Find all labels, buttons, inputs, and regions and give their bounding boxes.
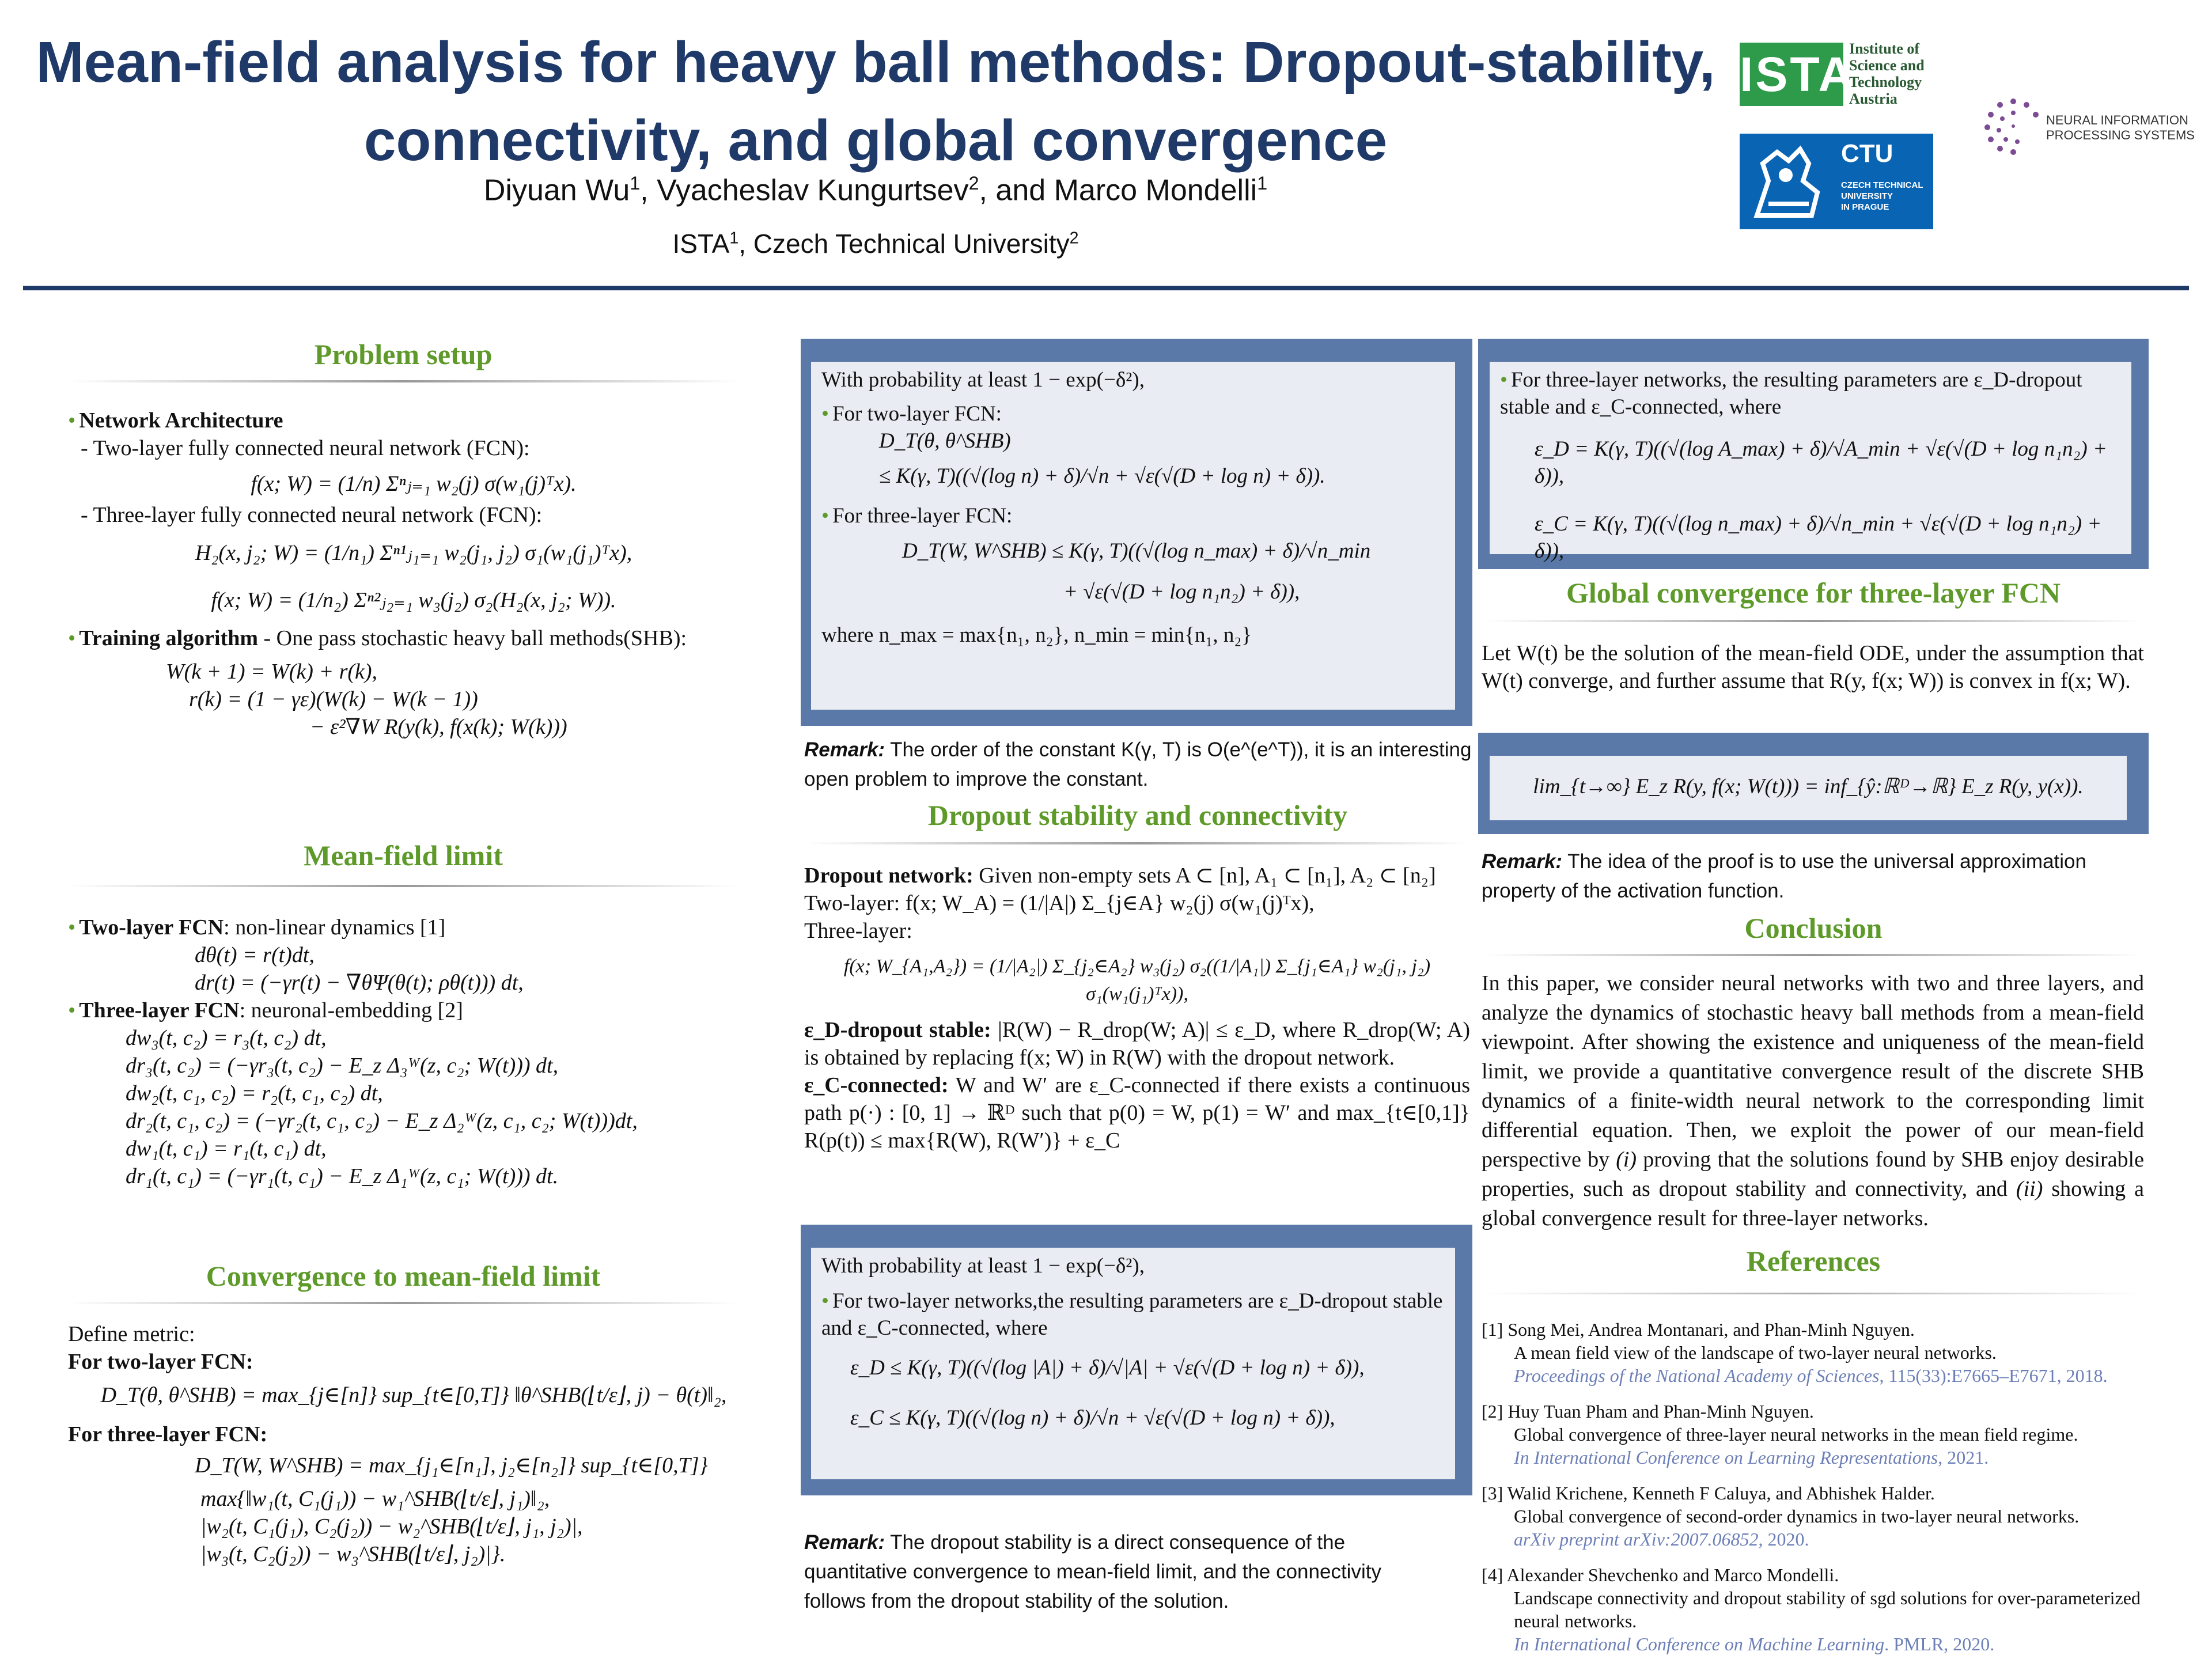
problem-setup-body: • Network Architecture - Two-layer fully connected neural network (FCN): f(x; W) = (1/n) Σⁿⱼ₌₁ w₂(j) σ(w₁(j)ᵀx). - Three-layer fully connected neural network (FCN): H₂(x, j₂; W) = (1/n₁) Σⁿ¹ⱼ₁₌₁ w₂(j₁, j₂) σ₁(w₁(j₁)ᵀx), f(x; W) = (1/n₂) Σⁿ²ⱼ₂₌₁ w₃(j₂) σ₂(H₂(x, j₂; W)). • Training algorithm - One pass stochastic heavy ball methods(SHB): W(k + 1) = W(k) + r(k), r(k) = (1 − γε)(W(k) − W(k − 1)) − ε²∇W R(y(k), f(x(k); W(k))) [68,407,759,741]
poster-title [23,23,1728,180]
section-rule [806,842,1469,844]
ista-logo: ISTA Institute of Science and Technology Austria [1740,40,1925,107]
result-box-convergence: With probability at least 1 − exp(−δ²), • For two-layer FCN: D_T(θ, θ^SHB) ≤ K(γ, T)((√(log n) + δ)/√n + √ε(√(D + log n) + δ)). • For three-layer FCN: D_T(W, W^SHB) ≤ K(γ, T)((√(log n_max) + δ)/√n_min + √ε(√(D + log n₁n₂) + δ)), where n_max = max{n₁, n₂}, n_min = min{n₁, n₂} [801,339,1472,726]
section-title-global-convergence: Global convergence for three-layer FCN [1566,577,2061,609]
neurips-logo: NEURAL INFORMATION PROCESSING SYSTEMS [1982,90,2200,165]
section-title-mean-field: Mean-field limit [304,839,503,872]
reference-item: [4] Alexander Shevchenko and Marco Mondelli. Landscape connectivity and dropout stability of sgd solutions for over-parameterized neural networks. In International Conference on Machine Learning. PMLR, 2020. [1482,1565,2141,1654]
section-rule [69,380,737,382]
eq-two-layer: f(x; W) = (1/n) Σⁿⱼ₌₁ w₂(j) σ(w₁(j)ᵀx). [251,472,577,496]
neurips-dots-icon [1982,94,2045,158]
authors: Diyuan Wu$^1$, Vyacheslav Kungurtsev$^2$, and Marco Mondelli$^1$ [483,173,1268,207]
remark-proof: Remark: The idea of the proof is to use the universal approximation property of the activation function. [1482,850,2086,902]
section-title-dropout: Dropout stability and connectivity [927,799,1348,831]
section-rule [69,1302,737,1304]
section-title-references: References [1746,1245,1881,1277]
lion-emblem-icon [1745,141,1832,222]
section-rule [69,885,737,887]
title-line-2: connectivity, and global convergence [363,108,1388,173]
mean-field-body: • Two-layer FCN: non-linear dynamics [1] dθ(t) = r(t)dt, dr(t) = (−γr(t) − ∇θΨ(θ(t); ρθ(t))) dt, • Three-layer FCN: neuronal-embedding [2] dw₃(t, c₂) = r₃(t, c₂) dt, dr₃(t, c₂) = (−γr₃(t, c₂) − E_z Δ₃ᵂ(z, c₂; W(t))) dt, dw₂(t, c₁, c₂) = r₂(t, c₁, c₂) dt, dr₂(t, c₁, c₂) = (−γr₂(t, c₁, c₂) − E_z Δ₂ᵂ(z, c₁, c₂; W(t)))dt, dw₁(t, c₁) = r₁(t, c₁) dt, dr₁(t, c₁) = (−γr₁(t, c₁) − E_z Δ₁ᵂ(z, c₁; W(t))) dt. [68,915,638,1188]
header-rule [23,286,2189,290]
reference-item: [2] Huy Tuan Pham and Phan-Minh Nguyen. Global convergence of three-layer neural networks in the mean field regime. In International Conference on Learning Representations, 2021. [1482,1401,2078,1468]
author-2: Vyacheslav Kungurtsev [657,173,969,207]
ista-logo-mark: ISTA [1740,43,1843,106]
title-line-1: Mean-field analysis for heavy ball methods: Dropout-stability, [36,30,1715,94]
remark-constant: Remark: The order of the constant K(γ, T) is O(e^(e^T)), it is an interesting open problem to improve the constant. [804,738,1472,790]
affiliations: ISTA$^1$, Czech Technical University$^2$ [672,229,1079,259]
author-3: Marco Mondelli [1054,173,1257,207]
convergence-body: Define metric: For two-layer FCN: D_T(θ, θ^SHB) = max_{j∈[n]} sup_{t∈[0,T]} ‖θ^SHB(⌊t/ε⌋, j) − θ(t)‖₂, For three-layer FCN: D_T(W, W^SHB) = max_{j₁∈[n₁], j₂∈[n₂]} sup_{t∈[0,T]} max{‖w₁(t, C₁(j₁)) − w₁^SHB(⌊t/ε⌋, j₁)‖₂, |w₂(t, C₁(j₁), C₂(j₂)) − w₂^SHB(⌊t/ε⌋, j₁, j₂)|, |w₃(t, C₂(j₂)) − w₃^SHB(⌊t/ε⌋, j₂)|}. [68,1320,759,1568]
conclusion-text: In this paper, we consider neural networks with two and three layers, and analyze the dynamics of stochastic heavy ball methods from a mean-field viewpoint. After showing the existence and uniqueness of the mean-field limit, we provide a quantitative convergence result of the discrete SHB dynamics of a finite-width neural network to the corresponding limit differential equation. Then, we exploit the power of our mean-field perspective by (i) proving that the solutions found by SHB enjoy desirable properties, such as dropout stability and connectivity, and (ii) showing a global convergence result for three-layer networks. [1482,971,2144,1230]
ctu-logo: CTU CZECH TECHNICAL UNIVERSITY IN PRAGUE [1740,134,1933,229]
section-title-convergence: Convergence to mean-field limit [206,1260,601,1292]
remark-dropout: Remark: The dropout stability is a direct consequence of the quantitative convergence to mean-field limit, and the connectivity follows from the dropout stability of the solution. [804,1531,1381,1612]
eq-global-limit: lim_{t→∞} E_z R(y, f(x; W(t))) = inf_{ŷ:ℝᴰ→ℝ} E_z R(y, y(x)). [1533,775,2084,798]
eq-dropout-three: f(x; W_{A₁,A₂}) = (1/|A₂|) Σ_{j₂∈A₂} w₃(j₂) σ₂((1/|A₁|) Σ_{j₁∈A₁} w₂(j₁, j₂) σ₁(w₁(j₁)ᵀx)), [843,956,1431,1005]
eq-f-three: f(x; W) = (1/n₂) Σⁿ²ⱼ₂₌₁ w₃(j₂) σ₂(H₂(x, j₂; W)). [211,588,616,612]
section-rule [1484,620,2143,622]
references-list [1482,1318,2144,1656]
reference-item: [1] Song Mei, Andrea Montanari, and Phan-Minh Nguyen. A mean field view of the landscape of two-layer neural networks. Proceedings of the National Academy of Sciences, 115(33):E7665–E7671, 2018. [1482,1319,2108,1386]
section-title-conclusion: Conclusion [1744,912,1883,944]
dropout-body: Dropout network: Given non-empty sets A ⊂ [n], A₁ ⊂ [n₁], A₂ ⊂ [n₂] Two-layer: f(x; W_A) = (1/|A|) Σ_{j∈A} w₂(j) σ(w₁(j)ᵀx), Three-layer: f(x; W_{A₁,A₂}) = (1/|A₂|) Σ_{j₂∈A₂} w₃(j₂) σ₂((1/|A₁|) Σ_{j₁∈A₁} w₂(j₁, j₂) σ₁(w₁(j₁)ᵀx)), ε_D-dropout stable: |R(W) − R_drop(W; A)| ≤ ε_D, where R_drop(W; A) is obtained by replacing f(x; W) in R(W) with the dropout network. ε_C-connected: W and W′ are ε_C-connected if there exists a continuous path p(·) : [0, 1] → ℝᴰ such that p(0) = W, p(1) = W′ and max_{t∈[0,1]} R(p(t)) ≤ max{R(W), R(W′)} + ε_C [804,863,1470,1153]
eq-metric-two: D_T(θ, θ^SHB) = max_{j∈[n]} sup_{t∈[0,T]} ‖θ^SHB(⌊t/ε⌋, j) − θ(t)‖₂, [100,1383,727,1407]
section-rule [1484,954,2143,956]
reference-item: [3] Walid Krichene, Kenneth F Caluya, and Abhishek Halder. Global convergence of second-order dynamics in two-layer neural networks. arXiv preprint arXiv:2007.06852, 2020. [1482,1483,2080,1550]
eq-h2: H₂(x, j₂; W) = (1/n₁) Σⁿ¹ⱼ₁₌₁ w₂(j₁, j₂) σ₁(w₁(j₁)ᵀx), [195,541,632,565]
author-1: Diyuan Wu [483,173,630,207]
result-box-dropout-three-layer: • For three-layer networks, the resulting parameters are ε_D-dropout stable and ε_C-connected, where ε_D = K(γ, T)((√(log A_max) + δ)/√A_min + √ε(√(D + log n₁n₂) + δ)), ε_C = K(γ, T)((√(log n_max) + δ)/√n_min + √ε(√(D + log n₁n₂) + δ)), [1478,339,2149,569]
result-box-dropout-two-layer: With probability at least 1 − exp(−δ²), • For two-layer networks,the resulting parameters are ε_D-dropout stable and ε_C-connected, where ε_D ≤ K(γ, T)((√(log |A|) + δ)/√|A| + √ε(√(D + log n) + δ)), ε_C ≤ K(γ, T)((√(log n) + δ)/√n + √ε(√(D + log n) + δ)), [801,1225,1472,1495]
result-box-global [1478,733,2149,834]
global-convergence-text: Let W(t) be the solution of the mean-field ODE, under the assumption that W(t) converge, and further assume that R(y, f(x; W)) is convex in f(x; W). [1482,641,2144,693]
section-rule [1484,1293,2143,1294]
section-title-problem-setup: Problem setup [314,338,493,370]
